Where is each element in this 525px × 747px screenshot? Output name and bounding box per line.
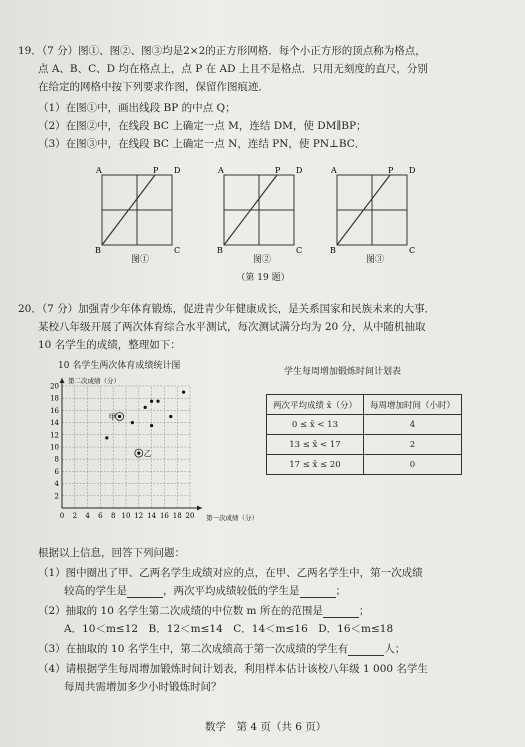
label-a: A xyxy=(218,166,224,175)
table-cell: 17 ≤ x̄ ≤ 20 xyxy=(267,455,364,475)
label-d: D xyxy=(409,166,416,175)
y-tick-label: 20 xyxy=(50,382,59,391)
q20-s2-text: （2）抽取的 10 名学生第二次成绩的中位数 m 所在的范围是 xyxy=(38,605,323,617)
x-axis-arrow xyxy=(197,506,202,511)
label-d: D xyxy=(174,166,181,175)
q20-s3 xyxy=(38,642,405,656)
data-point xyxy=(169,415,172,418)
q20-options: A．10＜m≤12 B．12＜m≤14 C．14＜m≤16 D．16＜m≤18 xyxy=(64,623,394,635)
label-b: B xyxy=(217,246,223,255)
q19-sub1: （1）在图①中，画出线段 BP 的中点 Q； xyxy=(38,102,236,114)
point-label: 甲 xyxy=(108,412,117,422)
q20-s1-line1: （1）图中圈出了甲、乙两名学生成绩对应的点，在甲、乙两名学生中，第一次成绩 xyxy=(38,567,423,579)
q20-line3: 10 名学生的成绩，整理如下： xyxy=(38,339,181,351)
q19-caption: （第 19 题） xyxy=(236,273,290,283)
q19-sub3: （3）在图③中，在线段 BC 上确定一点 N，连结 PN，使 PN⊥BC． xyxy=(38,138,366,150)
point-label: 乙 xyxy=(143,449,152,459)
answer-blank[interactable] xyxy=(127,587,163,598)
y-tick-label: 12 xyxy=(50,431,59,440)
answer-blank[interactable] xyxy=(300,587,336,598)
y-tick-label: 18 xyxy=(50,394,59,403)
x-tick-label: 6 xyxy=(98,512,103,520)
page-footer: 数学 第 4 页（共 6 页） xyxy=(205,721,327,733)
fig1-caption: 图① xyxy=(130,255,149,265)
label-c: C xyxy=(296,246,303,255)
y-axis-label: 第二次成绩（分） xyxy=(68,377,120,385)
y-axis-arrow xyxy=(60,378,65,383)
y-tick-label: 14 xyxy=(50,419,59,428)
x-tick-label: 20 xyxy=(185,512,195,520)
data-point xyxy=(118,415,121,418)
q20-s2 xyxy=(38,604,369,618)
table-cell: 0 ≤ x̄ < 13 xyxy=(267,415,364,435)
grid-figure-1 xyxy=(95,166,180,255)
fig3-caption: 图③ xyxy=(365,255,384,265)
y-tick-label: 2 xyxy=(54,492,59,501)
x-tick-label: 4 xyxy=(85,512,90,520)
x-tick-label: 16 xyxy=(159,512,169,520)
label-p: P xyxy=(153,166,159,175)
table-header-row xyxy=(267,395,462,415)
q19-line1: 19．（7 分）图①、图②、图③均是2×2的正方形网格．每个小正方形的顶点称为格点， xyxy=(18,45,426,57)
y-tick-label: 16 xyxy=(50,406,59,415)
label-c: C xyxy=(174,246,181,255)
q20-line2: 某校八年级开展了两次体育综合水平测试，每次测试满分均为 20 分，从中随机抽取 xyxy=(38,321,426,333)
table-title: 学生每周增加锻炼时间计划表 xyxy=(284,367,402,377)
data-point xyxy=(150,424,153,427)
label-b: B xyxy=(330,246,336,255)
x-tick-label: 14 xyxy=(147,512,157,520)
q20-s3-end: 人； xyxy=(384,643,406,655)
y-tick-label: 4 xyxy=(54,480,59,489)
q20-s4-line2: 每周共需增加多少小时锻炼时间？ xyxy=(64,681,222,693)
scatter-chart xyxy=(40,368,270,533)
table-cell: 13 ≤ x̄ < 17 xyxy=(267,435,364,455)
table-row xyxy=(267,455,462,475)
x-tick-label: 12 xyxy=(134,512,144,520)
table-head-score: 两次平均成绩 x̄（分） xyxy=(267,395,364,415)
table-row xyxy=(267,435,462,455)
data-point xyxy=(150,400,153,403)
data-point xyxy=(105,436,108,439)
label-d: D xyxy=(296,166,303,175)
answer-blank[interactable] xyxy=(348,645,384,656)
q20-s2-end: ； xyxy=(358,605,370,617)
x-tick-label: 2 xyxy=(72,512,78,520)
table-row xyxy=(267,415,462,435)
data-point xyxy=(144,406,147,409)
table-cell: 4 xyxy=(363,415,461,435)
grid-figure-3 xyxy=(330,166,415,255)
q19-line3: 在给定的网格中按下列要求作图，保留作图痕迹． xyxy=(38,81,269,93)
grid-figure-2 xyxy=(217,166,302,255)
answer-blank[interactable] xyxy=(323,607,359,618)
x-tick-label: 0 xyxy=(59,512,65,520)
q20-intro: 根据以上信息，回答下列问题： xyxy=(38,547,185,559)
x-tick-label: 10 xyxy=(121,512,131,520)
chart-title: 10 名学生两次体育成绩统计图 xyxy=(58,361,181,371)
data-point xyxy=(156,400,159,403)
label-p: P xyxy=(275,166,281,175)
q20-s1-line2 xyxy=(64,584,346,598)
label-a: A xyxy=(331,166,337,175)
q19-line2: 点 A、B、C、D 均在格点上，点 P 在 AD 上且不是格点．只用无刻度的直尺，分别 xyxy=(38,63,428,75)
x-tick-label: 8 xyxy=(110,512,116,520)
q19-sub2: （2）在图②中，在线段 BC 上确定一点 M，连结 DM，使 DM∥BP； xyxy=(38,120,367,132)
y-tick-label: 10 xyxy=(50,443,59,452)
q20-line1: 20．（7 分）加强青少年体育锻炼，促进青少年健康成长，是关系国家和民族未来的大事． xyxy=(18,303,436,315)
q20-s1c: ，两次平均成绩较低的学生是 xyxy=(163,585,300,597)
data-point xyxy=(182,391,185,394)
label-c: C xyxy=(409,246,416,255)
label-a: A xyxy=(96,166,102,175)
label-p: P xyxy=(388,166,394,175)
table-head-hours: 每周增加时间（小时） xyxy=(363,395,461,415)
x-axis-label: 第一次成绩（分） xyxy=(206,514,258,522)
data-point xyxy=(137,452,140,455)
x-tick-label: 18 xyxy=(172,512,182,520)
table-cell: 0 xyxy=(363,455,461,475)
data-point xyxy=(131,421,134,424)
y-tick-label: 6 xyxy=(54,467,59,476)
label-b: B xyxy=(95,246,101,255)
q20-s1b: 较高的学生是 xyxy=(64,585,127,597)
y-tick-label: 8 xyxy=(54,455,59,464)
q20-s3-text: （3）在抽取的 10 名学生中，第二次成绩高于第一次成绩的学生有 xyxy=(38,643,349,655)
plan-table xyxy=(266,394,462,475)
q20-s4-line1: （4）请根据学生每周增加锻炼时间计划表，利用样本估计该校八年级 1 000 名学生 xyxy=(38,663,428,675)
fig2-caption: 图② xyxy=(252,255,271,265)
table-cell: 2 xyxy=(363,435,461,455)
q20-s1d: ； xyxy=(335,585,346,597)
